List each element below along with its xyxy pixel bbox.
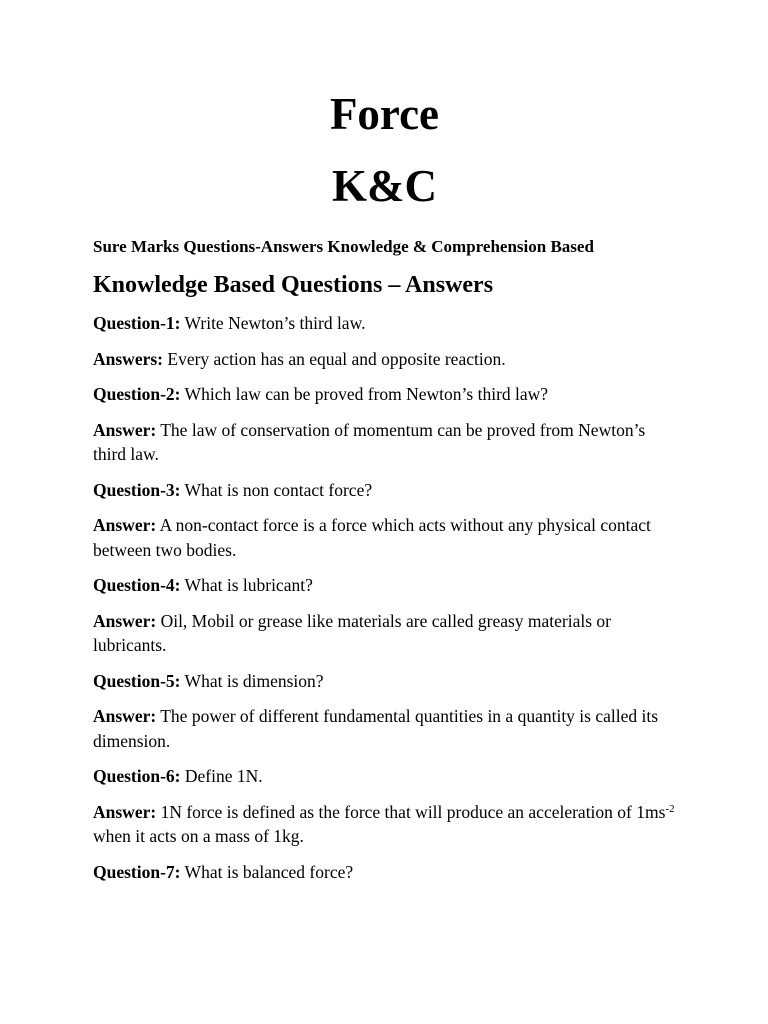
answer-label: Answer: xyxy=(93,801,157,822)
question-3 xyxy=(93,478,676,503)
question-2 xyxy=(93,382,676,407)
question-label: Question-5: xyxy=(93,670,181,691)
question-label: Question-6: xyxy=(93,766,181,786)
answer-2 xyxy=(93,418,676,467)
question-text: Define 1N. xyxy=(180,766,263,786)
answer-text: The power of different fundamental quantities in a quantity is called its dimension. xyxy=(93,706,659,751)
question-text: Write Newton’s third law. xyxy=(180,313,366,333)
answer-label: Answer: xyxy=(93,515,157,535)
answer-3 xyxy=(93,513,676,562)
question-7 xyxy=(93,860,676,885)
answer-1 xyxy=(93,347,676,372)
document-subtitle-code: K&C xyxy=(332,161,437,211)
answer-label: Answers: xyxy=(93,348,163,369)
question-text: What is lubricant? xyxy=(180,575,313,595)
answer-text: Oil, Mobil or grease like materials are called greasy materials or lubricants. xyxy=(93,610,612,655)
question-label: Question-2: xyxy=(93,384,181,404)
unit-exponent: -2 xyxy=(665,802,675,815)
question-6 xyxy=(93,764,676,789)
question-label: Question-1: xyxy=(93,313,181,333)
answer-4 xyxy=(93,609,676,658)
question-4 xyxy=(93,573,676,598)
question-text: What is balanced force? xyxy=(180,861,354,882)
question-5 xyxy=(93,669,676,694)
answer-label: Answer: xyxy=(93,706,157,726)
question-text: Which law can be proved from Newton’s third law? xyxy=(180,384,549,404)
document-title: Force xyxy=(329,89,440,139)
answer-text: The law of conservation of momentum can be proved from Newton’s third law. xyxy=(93,419,646,464)
answer-text: A non-contact force is a force which acts without any physical contact between two bodies. xyxy=(93,515,651,560)
answer-label: Answer: xyxy=(93,610,157,631)
section-heading: Knowledge Based Questions – Answers xyxy=(93,272,494,298)
answer-text: 1N force is defined as the force that will produce an acceleration of 1ms xyxy=(156,801,666,822)
answer-text-continued: when it acts on a mass of 1kg. xyxy=(93,826,304,846)
answer-6 xyxy=(93,800,676,849)
question-label: Question-4: xyxy=(93,575,181,595)
question-1 xyxy=(93,311,676,336)
document-subtitle: Sure Marks Questions-Answers Knowledge & Comprehension Based xyxy=(93,237,594,256)
answer-label: Answer: xyxy=(93,419,157,440)
question-text: What is dimension? xyxy=(180,670,324,691)
answer-text: Every action has an equal and opposite reaction. xyxy=(163,348,506,369)
answer-5 xyxy=(93,704,676,753)
question-label: Question-7: xyxy=(93,861,181,882)
question-label: Question-3: xyxy=(93,479,181,500)
question-text: What is non contact force? xyxy=(180,479,373,500)
